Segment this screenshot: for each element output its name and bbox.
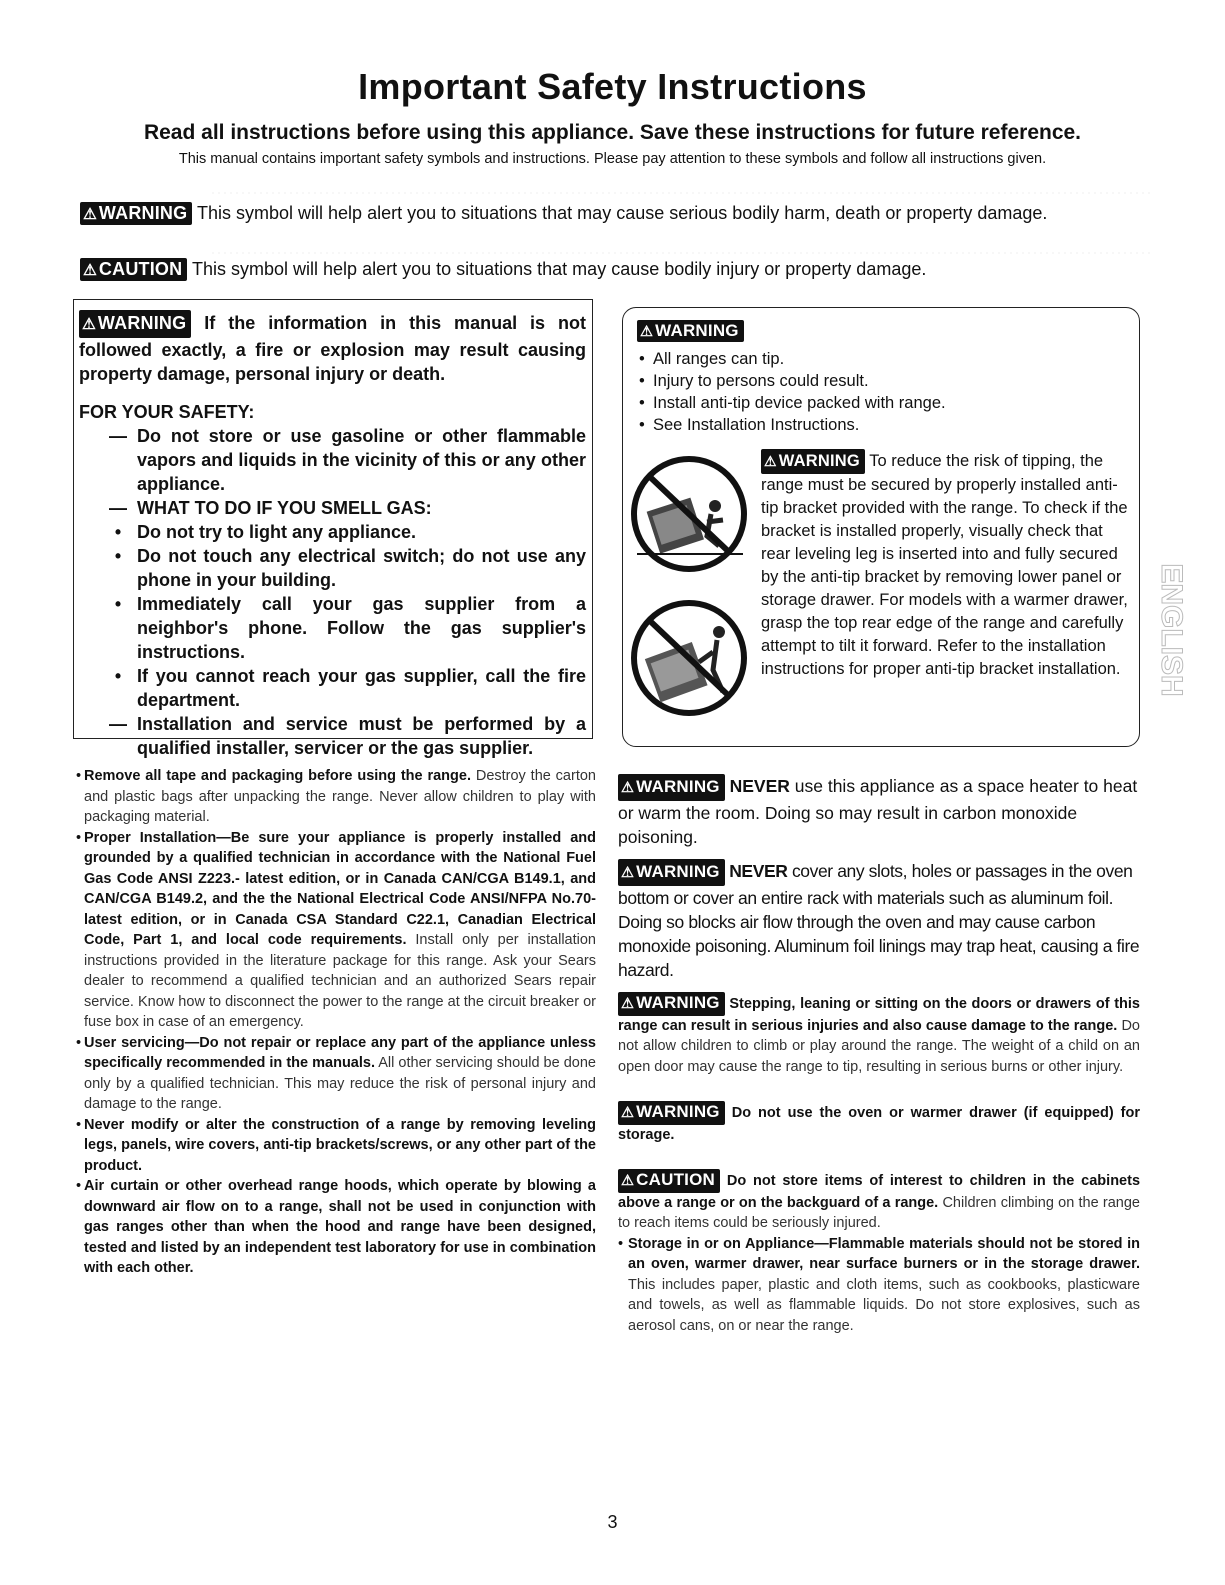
warning-triangle-icon: ⚠ xyxy=(621,996,635,1012)
space-heater-warning: ⚠ WARNING NEVER use this appliance as a space heater to heat or warm the room. Doing so may result in carbon monoxide poisoning. xyxy=(618,776,1138,847)
warning-badge: ⚠ WARNING xyxy=(637,320,744,342)
warning-badge: ⚠ WARNING xyxy=(79,310,191,338)
aluminum-foil-warning: ⚠ WARNING NEVER cover any slots, holes or passages in the oven bottom or cover an entire rack with materials such as aluminum foil. Doing so blocks air flow through the oven and may cause carbon monoxide poisoning. Aluminum foil linings may trap heat, causing a fire hazard. xyxy=(618,861,1140,980)
list-item: • Do not try to light any appliance. xyxy=(114,522,417,542)
warning-triangle-icon: ⚠ xyxy=(621,1173,635,1189)
warning-symbol-text: This symbol will help alert you to situations that may cause serious bodily harm, death or property damage. xyxy=(197,203,1048,223)
page-number: 3 xyxy=(607,1512,618,1532)
warning-triangle-icon: ⚠ xyxy=(764,453,777,469)
warning-triangle-icon: ⚠ xyxy=(83,262,97,279)
gas-warning-box xyxy=(73,299,593,758)
caution-badge: ⚠ CAUTION xyxy=(80,258,187,281)
list-item: • Do not touch any electrical switch; do not use any phone in your building. xyxy=(114,546,586,590)
warning-triangle-icon: ⚠ xyxy=(621,780,635,796)
gas-warning-lead: ⚠ WARNING If the information in this manual is not followed exactly, a fire or explosion may result causing property damage, personal injury or death. xyxy=(79,310,586,386)
list-item: • Air curtain or other overhead range hoods, which operate by blowing a downward air flow on to a range, shall not be used in conjunction with gas ranges other than when the hood and range have been designed, tested and listed by an independent test laboratory for use in combination with each other. xyxy=(76,1176,596,1279)
list-item: • Proper Installation—Be sure your appliance is properly installed and grounded by a qualified technician in accordance with the National Fuel Gas Code ANSI Z223.- latest edition, or in Canada CAN/CGA B149.1, and CAN/CGA B149.2, and the the National Electrical Code ANSI/NFPA No.70-latest edition, or in Canada CSA Standard C22.1, Canadian Electrical Code, Part 1, and local code requirements. Install only per installation instructions provided in the literature package for this range. Ask your Sears dealer to recommend a qualified technician and an authorized Sears repair service. Know how to disconnect the power to the range at the circuit breaker or fuse box in case of an emergency. xyxy=(76,828,596,1033)
list-item: • User servicing—Do not repair or replace any part of the appliance unless specifically recommended in the manuals. All other servicing should be done only by a qualified technician. This may reduce the risk of personal injury and damage to the range. xyxy=(76,1033,596,1115)
storage-warning: ⚠ WARNING Do not use the oven or warmer drawer (if equipped) for storage. xyxy=(618,1102,1140,1143)
right-safety-column xyxy=(618,774,1140,1336)
list-item: • Install anti-tip device packed with range. xyxy=(637,392,1129,414)
warning-triangle-icon: ⚠ xyxy=(640,324,654,340)
warning-badge: ⚠ WARNING xyxy=(80,202,192,225)
tip-bullet-list xyxy=(637,348,1129,436)
list-item: • If you cannot reach your gas supplier, call the fire department. xyxy=(114,666,586,710)
warning-badge: ⚠ WARNING xyxy=(618,1101,725,1125)
intro-text: This manual contains important safety symbols and instructions. Please pay attention to these symbols and follow all instructions given. xyxy=(178,151,1047,167)
anti-tip-warning-box xyxy=(622,307,1140,747)
children-caution: ⚠ CAUTION Do not store items of interest to children in the cabinets above a range or on the backguard of a range. Children climbing on the range to reach items could be seriously injured. xyxy=(618,1170,1141,1231)
warning-badge: ⚠ WARNING xyxy=(761,449,865,474)
list-item: • Storage in or on Appliance—Flammable materials should not be stored in an oven, warmer drawer, near surface burners or in the storage drawer. This includes paper, plastic and cloth items, such as cookbooks, plasticware and towels, as well as flammable liquids. Do not store explosives, such as aerosol cans, on or near the range. xyxy=(618,1234,1140,1337)
warning-triangle-icon: ⚠ xyxy=(621,865,635,881)
for-your-safety-heading: FOR YOUR SAFETY: xyxy=(79,402,255,422)
list-item: • Immediately call your gas supplier from a neighbor's phone. Follow the gas supplier's instructions. xyxy=(114,594,586,662)
caution-badge: ⚠ CAUTION xyxy=(618,1169,720,1193)
list-item: • Injury to persons could result. xyxy=(637,370,1129,392)
warning-triangle-icon: ⚠ xyxy=(83,206,97,223)
caution-symbol-text: This symbol will help alert you to situations that may cause bodily injury or property damage. xyxy=(192,259,927,279)
caution-symbol-row xyxy=(80,258,1150,281)
warning-badge: ⚠ WARNING xyxy=(618,859,725,886)
warning-symbol-row xyxy=(80,202,1150,225)
gas-safety-list xyxy=(79,424,586,760)
range-tip-icon xyxy=(627,456,755,756)
left-safety-column xyxy=(76,766,596,1279)
language-tab xyxy=(1150,560,1190,700)
warning-badge: ⚠ WARNING xyxy=(618,992,725,1016)
doors-warning: ⚠ WARNING Stepping, leaning or sitting on the doors or drawers of this range can result in serious injuries and also cause damage to the range. Do not allow children to climb or play around the range. The weight of a child on an open door may cause the range to tip, resulting in serious burns or other injury. xyxy=(618,993,1140,1075)
warning-triangle-icon: ⚠ xyxy=(621,1105,635,1121)
list-item: • All ranges can tip. xyxy=(637,348,1129,370)
svg-text:ENGLISH: ENGLISH xyxy=(1155,563,1189,697)
page-subtitle: Read all instructions before using this appliance. Save these instructions for future reference. xyxy=(143,121,1082,144)
list-item: — WHAT TO DO IF YOU SMELL GAS: xyxy=(109,498,432,518)
anti-tip-instructions: ⚠ WARNING To reduce the risk of tipping, the range must be secured by properly installed anti-tip bracket provided with the range. To check if the bracket is installed properly, visually check that rear leveling leg is inserted into and fully secured by the anti-tip bracket by removing lower panel or storage drawer. For models with a warmer drawer, grasp the top rear edge of the range and carefully attempt to tilt it forward. Refer to the installation instructions for proper anti-tip bracket installation. xyxy=(761,449,1133,681)
english-tab-label xyxy=(1150,560,1190,700)
tip-over-illustrations xyxy=(627,456,755,761)
list-item: — Do not store or use gasoline or other flammable vapors and liquids in the vicinity of this or any other appliance. xyxy=(109,426,586,494)
list-item: • See Installation Instructions. xyxy=(637,414,1129,436)
list-item: — Installation and service must be performed by a qualified installer, servicer or the gas supplier. xyxy=(109,714,586,758)
warning-triangle-icon: ⚠ xyxy=(82,316,96,333)
list-item: • Never modify or alter the construction of a range by removing leveling legs, panels, wire covers, anti-tip brackets/screws, or any other part of the product. xyxy=(76,1115,596,1177)
page-title: Important Safety Instructions xyxy=(358,66,867,107)
warning-badge: ⚠ WARNING xyxy=(618,774,725,801)
list-item: • Remove all tape and packaging before using the range. Destroy the carton and plastic bags after unpacking the range. Never allow children to play with packaging material. xyxy=(76,766,596,828)
